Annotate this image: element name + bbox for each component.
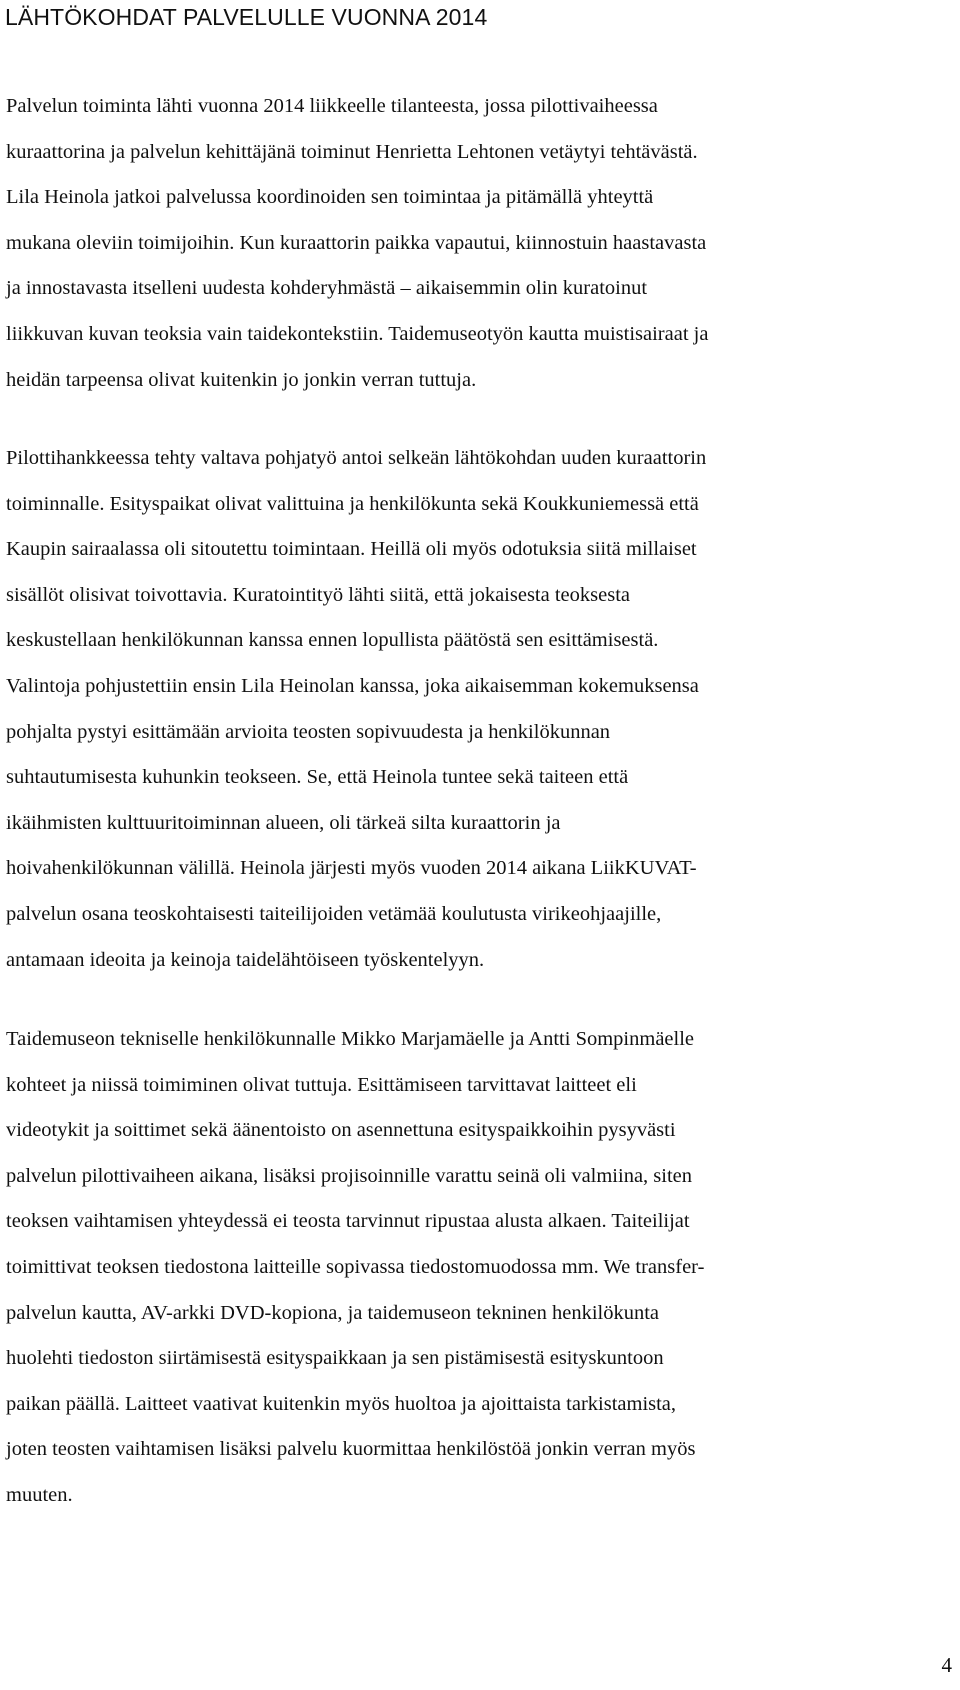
paragraph-line: kuraattorina ja palvelun kehittäjänä toiminut Henrietta Lehtonen vetäytyi tehtävästä. (6, 140, 698, 163)
paragraph-line: heidän tarpeensa olivat kuitenkin jo jonkin verran tuttuja. (6, 368, 477, 391)
paragraph-line: Pilottihankkeessa tehty valtava pohjatyö antoi selkeän lähtökohdan uuden kuraattorin (6, 447, 707, 469)
paragraph-line: paikan päällä. Laitteet vaativat kuitenkin myös huoltoa ja ajoittaista tarkistamista, (6, 1392, 677, 1415)
paragraph-line: Taidemuseon tekniselle henkilökunnalle Mikko Marjamäelle ja Antti Sompinmäelle (6, 1028, 695, 1050)
paragraph-line: muuten. (6, 1483, 73, 1506)
paragraph-line: toimittivat teoksen tiedostona laitteille sopivassa tiedostomuodossa mm. We transfer- (6, 1255, 705, 1278)
paragraph-3 (6, 1017, 956, 1519)
paragraph-line: hoivahenkilökunnan välillä. Heinola järjesti myös vuoden 2014 aikana LiikKUVAT- (6, 857, 697, 880)
paragraph-line: Kaupin sairaalassa oli sitoutettu toimintaan. Heillä oli myös odotuksia siitä millaiset (6, 538, 697, 561)
paragraph-line: mukana oleviin toimijoihin. Kun kuraattorin paikka vapautui, kiinnostuin haastavasta (6, 231, 707, 254)
paragraph-line: pohjalta pystyi esittämään arvioita teosten sopivuudesta ja henkilökunnan (6, 720, 611, 743)
paragraph-line: Valintoja pohjustettiin ensin Lila Heinolan kanssa, joka aikaisemman kokemuksensa (6, 674, 699, 697)
paragraph-1 (6, 84, 956, 403)
paragraph-line: palvelun kautta, AV-arkki DVD-kopiona, ja taidemuseon tekninen henkilökunta (6, 1301, 660, 1324)
paragraph-line: palvelun osana teoskohtaisesti taiteilijoiden vetämää koulutusta virikeohjaajille, (6, 902, 662, 925)
paragraph-line: liikkuvan kuvan teoksia vain taidekontekstiin. Taidemuseotyön kautta muistisairaat ja (6, 322, 709, 345)
paragraph-line: toiminnalle. Esityspaikat olivat valittuina ja henkilökunta sekä Koukkuniemessä että (6, 492, 699, 515)
paragraph-line: Lila Heinola jatkoi palvelussa koordinoiden sen toimintaa ja pitämällä yhteyttä (6, 186, 654, 209)
page-number: 4 (941, 1653, 952, 1677)
paragraph-2 (6, 436, 956, 983)
paragraph-line: joten teosten vaihtamisen lisäksi palvelu kuormittaa henkilöstöä jonkin verran myös (6, 1438, 696, 1461)
paragraph-line: suhtautumisesta kuhunkin teokseen. Se, että Heinola tuntee sekä taiteen että (6, 766, 629, 789)
paragraph-line: kohteet ja niissä toimiminen olivat tuttuja. Esittämiseen tarvittavat laitteet eli (6, 1073, 637, 1096)
paragraph-line: antamaan ideoita ja keinoja taidelähtöiseen työskentelyyn. (6, 948, 485, 971)
paragraph-line: ikäihmisten kulttuuritoiminnan alueen, oli tärkeä silta kuraattorin ja (6, 811, 561, 834)
paragraph-line: palvelun pilottivaiheen aikana, lisäksi projisoinnille varattu seinä oli valmiina, siten (6, 1164, 693, 1187)
paragraph-line: Palvelun toiminta lähti vuonna 2014 liikkeelle tilanteesta, jossa pilottivaiheessa (6, 95, 658, 117)
paragraph-line: huolehti tiedoston siirtämisestä esityspaikkaan ja sen pistämisestä esityskuntoon (6, 1347, 664, 1370)
paragraph-line: sisällöt olisivat toivottavia. Kuratointityö lähti siitä, että jokaisesta teoksesta (6, 583, 630, 606)
paragraph-line: teoksen vaihtamisen yhteydessä ei teosta tarvinnut ripustaa alusta alkaen. Taiteilijat (6, 1210, 690, 1233)
paragraph-line: videotykit ja soittimet sekä äänentoisto on asennettuna esityspaikkoihin pysyvästi (6, 1119, 676, 1142)
paragraph-line: ja innostavasta itselleni uudesta kohderyhmästä – aikaisemmin olin kuratoinut (6, 277, 648, 300)
paragraph-line: keskustellaan henkilökunnan kanssa ennen lopullista päätöstä sen esittämisestä. (6, 629, 659, 652)
section-heading: LÄHTÖKOHDAT PALVELULLE VUONNA 2014 (5, 4, 488, 30)
